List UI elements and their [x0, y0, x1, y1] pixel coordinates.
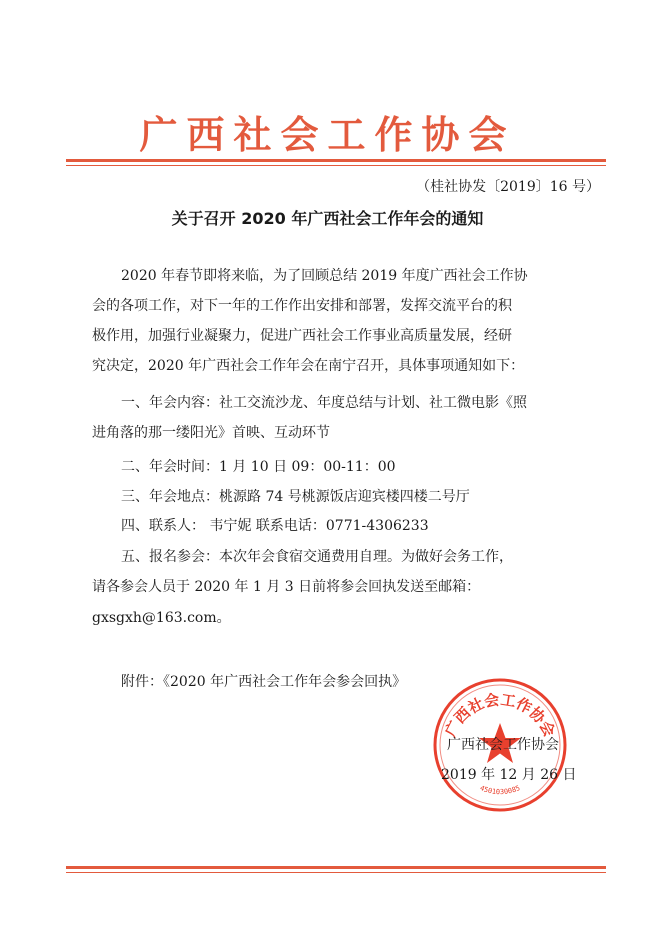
- body-line: 究决定，2020 年广西社会工作年会在南宁召开，具体事项通知如下：: [92, 358, 525, 374]
- body-line: 请各参会人员于 2020 年 1 月 3 日前将参会回执发送至邮箱：: [92, 579, 481, 595]
- body-line: 三、年会地点：桃源路 74 号桃源饭店迎宾楼四楼二号厅: [121, 489, 470, 505]
- body-line: gxsgxh@163.com。: [92, 610, 231, 626]
- body-line: 二、年会时间：1 月 10 日 09：00-11：00: [121, 459, 396, 475]
- body-line: 极作用，加强行业凝聚力，促进广西社会工作事业高质量发展，经研: [92, 328, 512, 344]
- body-line: 2020 年春节即将来临，为了回顾总结 2019 年度广西社会工作协: [121, 268, 528, 284]
- letterhead-title: 广西社会工作协会: [139, 113, 516, 157]
- body-line: 五、报名参会：本次年会食宿交通费用自理。为做好会务工作，: [121, 549, 513, 565]
- body-line: 会的各项工作，对下一年的工作作出安排和部署，发挥交流平台的积: [92, 298, 512, 314]
- body-line: 附件：《2020 年广西社会工作年会参会回执》: [121, 674, 407, 690]
- footer-rule-thick: [66, 866, 606, 869]
- body-line: 一、年会内容：社工交流沙龙、年度总结与计划、社工微电影《照: [121, 395, 527, 411]
- footer-rule-thin: [66, 872, 606, 873]
- header-rule-thick: [66, 159, 606, 162]
- body-line: 进角落的那一缕阳光》首映、互动环节: [92, 425, 330, 441]
- signature-org: 广西社会工作协会: [447, 737, 559, 753]
- body-line: 四、联系人： 韦宁妮 联系电话：0771-4306233: [121, 518, 429, 534]
- document-title: 关于召开 2020 年广西社会工作年会的通知: [171, 209, 484, 228]
- document-number: （桂社协发〔2019〕16 号）: [416, 179, 600, 195]
- seal-text: 广西社会工作协会: [441, 690, 559, 740]
- signature-date: 2019 年 12 月 26 日: [441, 767, 577, 783]
- seal-number: 4501030085: [478, 784, 522, 797]
- header-rule-thin: [66, 165, 606, 166]
